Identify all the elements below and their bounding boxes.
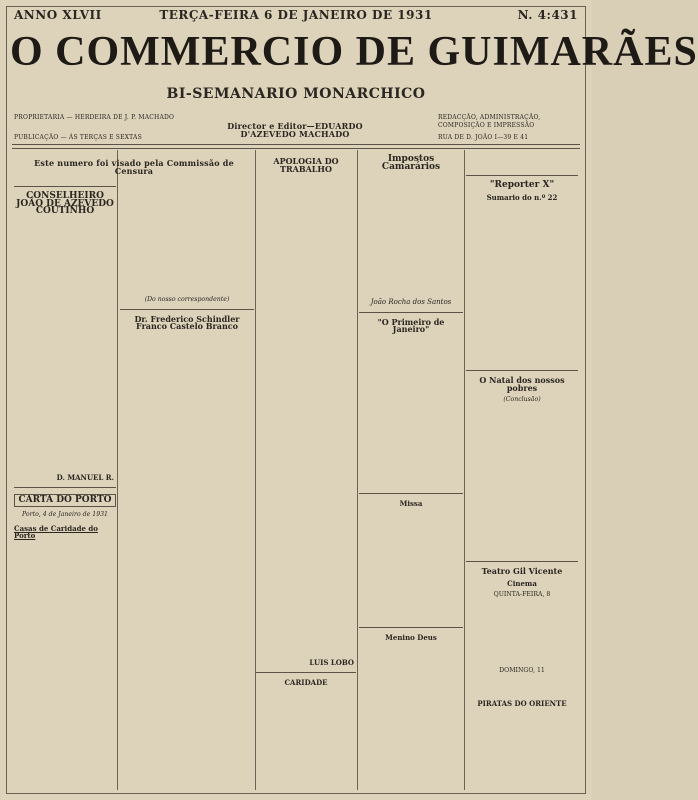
article-heading: CONSELHEIRO JOÃO DE AZEVEDO COUTINHO [16,191,114,217]
column-divider [357,150,358,790]
separator [466,175,578,176]
separator [359,493,463,494]
article-caption: (Conclusão) [503,396,541,404]
column-2 [120,210,254,790]
issue-number: N. 4:431 [517,8,578,22]
article-heading: Dr. Frederico Schindler Franco Castelo Branco [134,313,240,332]
column-4 [359,152,463,790]
separator [466,561,578,562]
article-caption: (Do nosso correspondente) [144,296,230,303]
article-body-placeholder [466,676,578,694]
director-line: Director e Editor—EDUARDO D'AZEVEDO MACHADO [227,121,363,139]
separator [359,312,463,313]
separator [14,487,116,488]
article-heading: CARIDADE [284,677,328,687]
article-heading: APOLOGIA DO TRABALHO [273,156,339,174]
article-body-placeholder [120,210,254,294]
separator [359,627,463,628]
article-body-placeholder [359,175,463,295]
ownership-line: PROPRIETARIA — HERDEIRA DE J. P. MACHADO [14,114,175,121]
article-body-placeholder [466,406,578,556]
article-heading: Teatro Gil Vicente [481,565,563,576]
header-rule-double [12,148,580,149]
article-heading: Menino Deus [385,632,437,642]
article-body-placeholder [466,152,578,170]
article-body-placeholder [359,338,463,488]
dateline [14,8,578,26]
event-date: QUINTA-FEIRA, 8 [493,591,551,599]
masthead-title: O COMMERCIO DE GUIMARÃES [10,29,698,75]
column-divider [464,150,465,790]
article-body-placeholder [466,601,578,665]
column-5 [466,152,578,790]
article-body-placeholder [256,177,356,655]
article-subheading: Casas de Caridade do Porto [14,523,98,541]
article-heading: "Reporter X" [489,180,555,190]
office-line: REDACÇÃO, ADMINISTRAÇÃO, COMPOSIÇÃO E IMPRESSÃO [438,114,541,129]
article-heading: CARTA DO PORTO [14,494,116,508]
issue-date: TERÇA-FEIRA 6 DE JANEIRO DE 1931 [159,8,433,22]
article-subheading: Cinema [507,578,537,588]
article-body-placeholder [14,220,116,470]
separator [466,370,578,371]
article-body-placeholder [359,512,463,622]
article-signature: João Rocha dos Santos [370,298,452,307]
masthead-subtitle: BI-SEMANARIO MONARCHICO [166,86,426,102]
article-subheading: PIRATAS DO ORIENTE [477,699,567,709]
article-dateline: Porto, 4 de Janeiro de 1931 [21,511,108,519]
column-divider [117,150,118,790]
address-line: RUA DE D. JOÃO I—39 E 41 [438,134,529,141]
article-heading: O Natal dos nossos pobres [479,375,565,393]
article-subheading: Sumario do n.º 22 [486,192,558,202]
article-heading: Missa [399,498,423,508]
column-3 [256,152,356,790]
publication-line: PUBLICAÇÃO — ÁS TERÇAS E SEXTAS [14,134,142,141]
article-heading: Impostos Camarários [381,154,441,172]
censor-notice: Este numero foi visado pela Commissão de Censura [34,158,234,176]
header-rule [12,144,580,145]
volume-label: ANNO XLVII [14,8,102,22]
separator [14,186,116,187]
article-signature: LUIS LOBO [309,658,354,668]
article-heading: "O Primeiro de Janeiro" [377,316,445,335]
event-date: DOMINGO, 11 [499,666,545,674]
article-body-placeholder [466,205,578,365]
article-signature: D. MANUEL R. [56,472,114,482]
separator [256,672,356,673]
separator [120,309,254,310]
